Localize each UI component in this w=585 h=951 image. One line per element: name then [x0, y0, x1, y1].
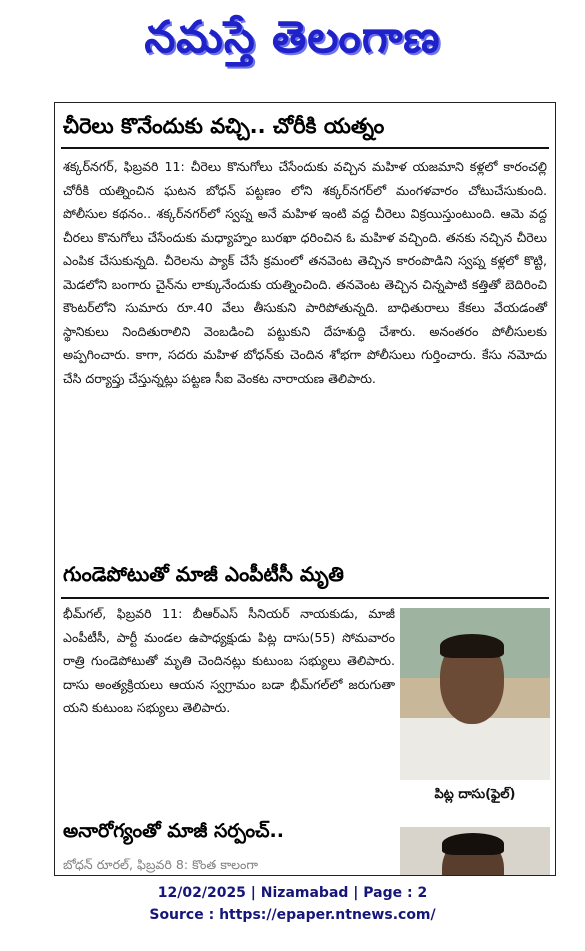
masthead	[0, 2, 585, 84]
article1-body: శక్కర్‌నగర్, ఫిబ్రవరి 11: చీరెలు కొనుగోలు చేసేందుకు వచ్చిన మహిళ యజమాని కళ్లలో కారంచల్లి చోరీకి యత్నించిన ఘటన బోధన్ పట్టణం లోని శక్కర్‌నగర్‌లో మంగళవారం చోటుచేసుకుంది. పోలీసుల కథనం.. శక్కర్‌నగర్‌లో స్వప్న అనే మహిళ ఇంటి వద్ద చీరెలు విక్రయిస్తుంటుంది. ఆమె వద్ద చీరలు కొనుగోలు చేసేందుకు మధ్యాహ్నం బురఖా ధరించిన ఓ మహిళ వచ్చింది. తనకు నచ్చిన చీరెలు ఎంపిక చేసుకున్నది. చీరెలను ప్యాక్ చేసే క్రమంలో తనవెంట తెచ్చిన కారంపొడిని స్వప్న కళ్లలో కొట్టి, మెడలోని బంగారు చైన్‌ను లాక్కునేందుకు యత్నించింది. తనవెంట తెచ్చిన చిన్నపాటి కత్తితో బెదిరించి కౌంటర్‌లోని సుమారు రూ.40 వేలు తీసుకుని పారిపోతున్నది. బాధితురాలు కేకలు వేయడంతో స్థానికులు నిందితురాలిని వెంబడించి పట్టుకుని దేహశుద్ధి చేశారు. అనంతరం పోలీసులకు అప్పగించారు. కాగా, సదరు మహిళ బోధన్‌కు చెందిన శోభగా పోలీసులు గుర్తించారు. కేసు నమోదు చేసి దర్యాప్తు చేస్తున్నట్లు పట్టణ సీఐ వెంకట నారాయణ తెలిపారు.	[63, 159, 547, 386]
portrait-photo	[400, 608, 550, 780]
headline-divider	[61, 147, 549, 149]
article2-headline: గుండెపోటుతో మాజీ ఎంపీటీసీ మృతి	[63, 562, 344, 586]
photo-caption: పిట్ల దాసు(ఫైల్)	[434, 787, 516, 802]
headline-divider	[61, 597, 549, 599]
photo-hair	[440, 634, 504, 658]
article2-body: భీమ్‌గల్, ఫిబ్రవరి 11: బీఆర్‌ఎస్ సీనియర్ నాయకుడు, మాజీ ఎంపీటీసీ, పార్టీ మండల ఉపాధ్యక్షుడు పిట్ల దాసు(55) సోమవారం రాత్రి గుండెపోటుతో మృతి చెందినట్లు కుటుంబ సభ్యులు తెలిపారు. దాసు అంత్యక్రియలు ఆయన స్వగ్రామం బడా భీమ్‌గల్‌లో జరుగుతా యని కుటుంబ సభ్యులు తెలిపారు.	[63, 606, 395, 715]
photo-hair	[442, 833, 504, 855]
masthead-title: నమస్తే తెలంగాణ	[144, 12, 441, 63]
portrait-photo-2	[400, 827, 550, 876]
footer-date-line: 12/02/2025 | Nizamabad | Page : 2	[157, 885, 428, 901]
source-footer	[0, 882, 585, 926]
footer-source-line[interactable]: Source : https://epaper.ntnews.com/	[149, 907, 436, 923]
article3-headline: అనారోగ్యంతో మాజీ సర్పంచ్..	[63, 820, 284, 842]
article3-partial-line: బోధన్ రూరల్, ఫిబ్రవరి 8: కొంత కాలంగా	[63, 857, 259, 872]
article-frame	[54, 102, 556, 876]
article1-headline: చీరెలు కొనేందుకు వచ్చి.. చోరీకి యత్నం	[63, 114, 385, 138]
photo-shirt	[400, 718, 550, 780]
